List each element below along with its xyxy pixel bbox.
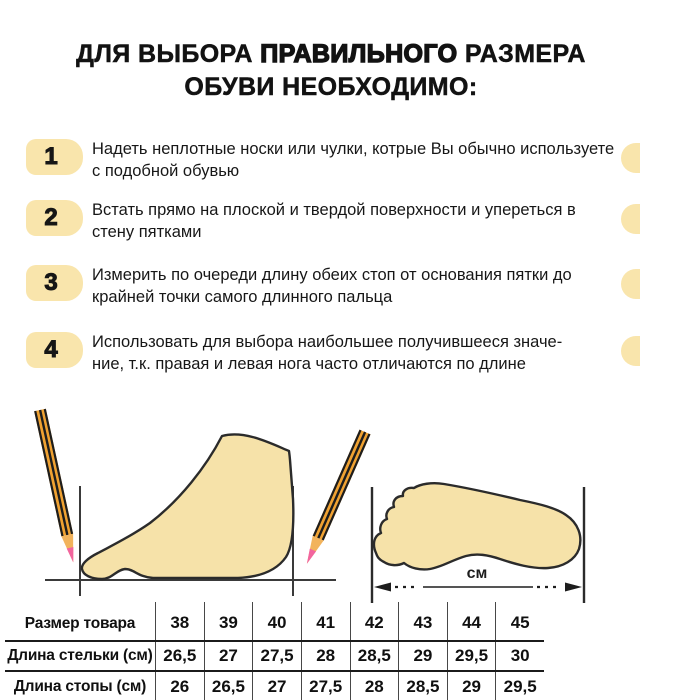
page-title: [0, 38, 662, 104]
size-table-header-cell: Размер товара: [24, 615, 136, 632]
size-table-cell: 28,5: [398, 672, 447, 700]
foot-side-outline: [82, 434, 293, 579]
step-text: [92, 265, 572, 308]
step-number: 4: [44, 336, 58, 363]
step-text-line: с подобной обувью: [92, 161, 240, 180]
size-table-row: [5, 602, 544, 642]
size-table-cell: 28,5: [350, 642, 399, 670]
step-row-4: [0, 329, 700, 379]
step-number: 3: [44, 269, 58, 296]
measurement-illustrations: [0, 400, 700, 610]
step-row-3: [0, 262, 700, 312]
step-text-line: Использовать для выбора наибольшее получившееся значе-: [92, 333, 563, 351]
size-table-header-cell: Длина стельки (см): [7, 647, 153, 664]
size-table-cell: 38: [155, 602, 204, 640]
step-number: 1: [44, 143, 58, 170]
right-accent-shape: [621, 204, 640, 234]
footprint-outline: [374, 483, 580, 569]
size-table-cell: 43: [398, 602, 447, 640]
foot-side-measurement-illustration: [34, 409, 370, 596]
size-table-cell: 29: [447, 672, 496, 700]
step-text-line: Измерить по очереди длину обеих стоп от основания пятки до: [92, 266, 572, 284]
size-table-row: [5, 672, 544, 700]
step-number-badge: [26, 265, 83, 301]
size-table-cell: 28: [301, 642, 350, 670]
step-text: [92, 139, 614, 182]
size-table-cell: 27,5: [301, 672, 350, 700]
step-text: [92, 200, 576, 243]
footprint-measurement-illustration: [372, 483, 584, 603]
size-table-cell: 27,5: [252, 642, 301, 670]
unit-label: см: [466, 565, 488, 582]
step-text: [92, 332, 562, 375]
size-table-header-cell: Длина стопы (см): [13, 677, 147, 695]
right-accent-shape: [621, 143, 640, 173]
size-table-cell: 29,5: [447, 642, 496, 670]
size-table-cell: 30: [495, 642, 544, 670]
pencil-icon: [301, 430, 370, 567]
step-text-line: Надеть неплотные носки или чулки, котрые Вы обычно используете: [92, 140, 615, 158]
right-accent-shape: [621, 336, 640, 366]
step-text-line: Встать прямо на плоской и твердой поверхности и упереться в: [92, 201, 576, 219]
step-text-line: ние, т.к. правая и левая нога часто отличаются по длине: [92, 354, 526, 373]
size-table-cell: 42: [350, 602, 399, 640]
size-table-cell: 26,5: [204, 672, 253, 700]
size-table-cell: 28: [350, 672, 399, 700]
size-table-cell: 39: [204, 602, 253, 640]
step-text-line: крайней точки самого длинного пальца: [92, 287, 393, 306]
size-table-cell: 27: [252, 672, 301, 700]
title-emphasis: ПРАВИЛЬНОГО: [260, 40, 458, 68]
step-number-badge: [26, 139, 83, 175]
title-text: РАЗМЕРА: [457, 40, 586, 68]
pencil-icon: [34, 409, 79, 564]
step-number-badge: [26, 332, 83, 368]
title-text: ДЛЯ ВЫБОРА: [76, 40, 261, 68]
size-table-cell: 41: [301, 602, 350, 640]
size-table-cell: 26,5: [155, 642, 204, 670]
step-row-2: [0, 197, 700, 247]
size-table-cell: 44: [447, 602, 496, 640]
page-title-line1: [0, 38, 662, 71]
step-text-line: стену пятками: [92, 222, 202, 241]
size-table: [5, 602, 544, 700]
size-table-cell: 40: [252, 602, 301, 640]
size-table-row: [5, 642, 544, 672]
width-arrow: [374, 583, 582, 592]
page-title-line2: ОБУВИ НЕОБХОДИМО:: [184, 73, 478, 101]
step-number-badge: [26, 200, 83, 236]
right-accent-shape: [621, 269, 640, 299]
size-table-cell: 45: [495, 602, 544, 640]
step-row-1: [0, 136, 700, 186]
size-table-cell: 29: [398, 642, 447, 670]
size-table-cell: 27: [204, 642, 253, 670]
step-number: 2: [44, 204, 58, 231]
size-table-cell: 26: [155, 672, 204, 700]
size-table-cell: 29,5: [495, 672, 544, 700]
